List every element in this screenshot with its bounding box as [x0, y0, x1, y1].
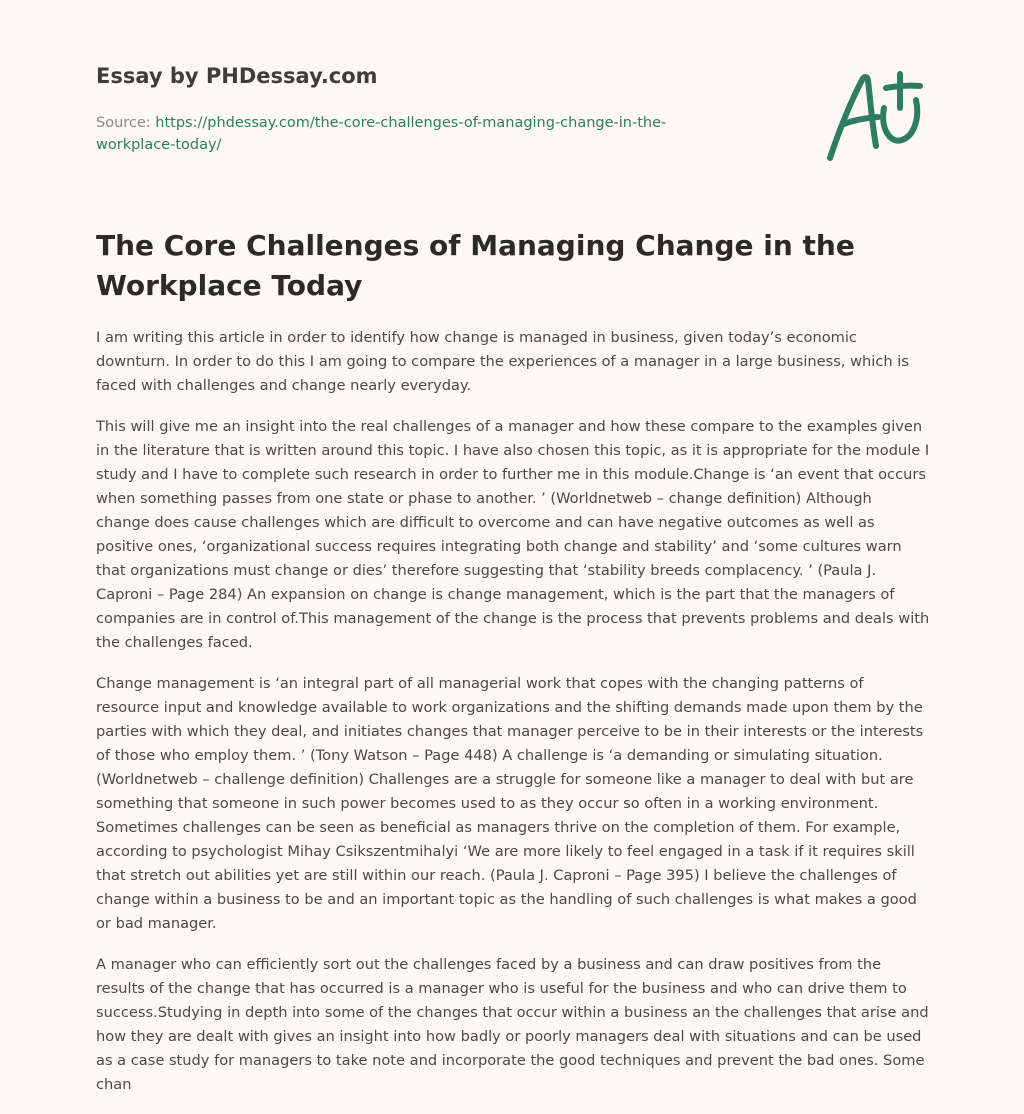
source-label: Source:	[96, 115, 151, 131]
source-link[interactable]: https://phdessay.com/the-core-challenges-of-managing-change-in-the-workplace-today/	[96, 115, 667, 153]
site-title: Essay by PHDessay.com	[96, 64, 378, 88]
source-line	[96, 112, 696, 156]
essay-title: The Core Challenges of Managing Change in the Workplace Today	[96, 229, 855, 302]
essay-paragraph: A manager who can efficiently sort out the challenges faced by a business and can draw positives from the results of the change that has occurred is a manager who is useful for the business and who can drive them to success.Studying in depth into some of the changes that occur within a business an the challenges that arise and how they are dealt with gives an insight into how badly or poorly managers deal with situations and can be used as a case study for managers to take note and incorporate the good techniques and prevent the bad ones. Some chan	[96, 956, 929, 1093]
a-plus-grade-icon	[820, 68, 932, 164]
essay-paragraph: This will give me an insight into the real challenges of a manager and how these compare to the examples given in the literature that is written around this topic. I have also chosen this topic, as it is appropriate for the module I study and I have to complete such research in order to further me in this module.Change is ‘an event that occurs when something passes from one state or phase to another. ’ (Worldnetweb – change definition) Although change does cause challenges which are difficult to overcome and can have negative outcomes as well as positive ones, ‘organizational success requires integrating both change and stability’ and ‘some cultures warn that organizations must change or dies’ therefore suggesting that ‘stability breeds complacency. ’ (Paula J. Caproni – Page 284) An expansion on change is change management, which is the part that the managers of companies are in control of.This management of the change is the process that prevents problems and deals with the challenges faced.	[96, 418, 930, 651]
essay-paragraph: I am writing this article in order to identify how change is managed in business, given today’s economic downturn. In order to do this I am going to compare the experiences of a manager in a large business, which is faced with challenges and change nearly everyday.	[96, 329, 909, 394]
essay-paragraph: Change management is ‘an integral part of all managerial work that copes with the changing patterns of resource input and knowledge available to work organizations and the shifting demands made upon them by the parties with which they deal, and initiates changes that manager perceive to be in their interests or the interests of those who employ them. ’ (Tony Watson – Page 448) A challenge is ‘a demanding or simulating situation. (Worldnetweb – challenge definition) Challenges are a struggle for someone like a manager to deal with but are something that someone in such power becomes used to as they occur so often in a working environment. Sometimes challenges can be seen as beneficial as managers thrive on the completion of them. For example, according to psychologist Mihay Csikszentmihalyi ‘We are more likely to feel engaged in a task if it requires skill that stretch out abilities yet are still within our reach. (Paula J. Caproni – Page 395) I believe the challenges of change within a business to be and an important topic as the handling of such challenges is what makes a good or bad manager.	[96, 675, 924, 932]
essay-body	[96, 326, 930, 1114]
